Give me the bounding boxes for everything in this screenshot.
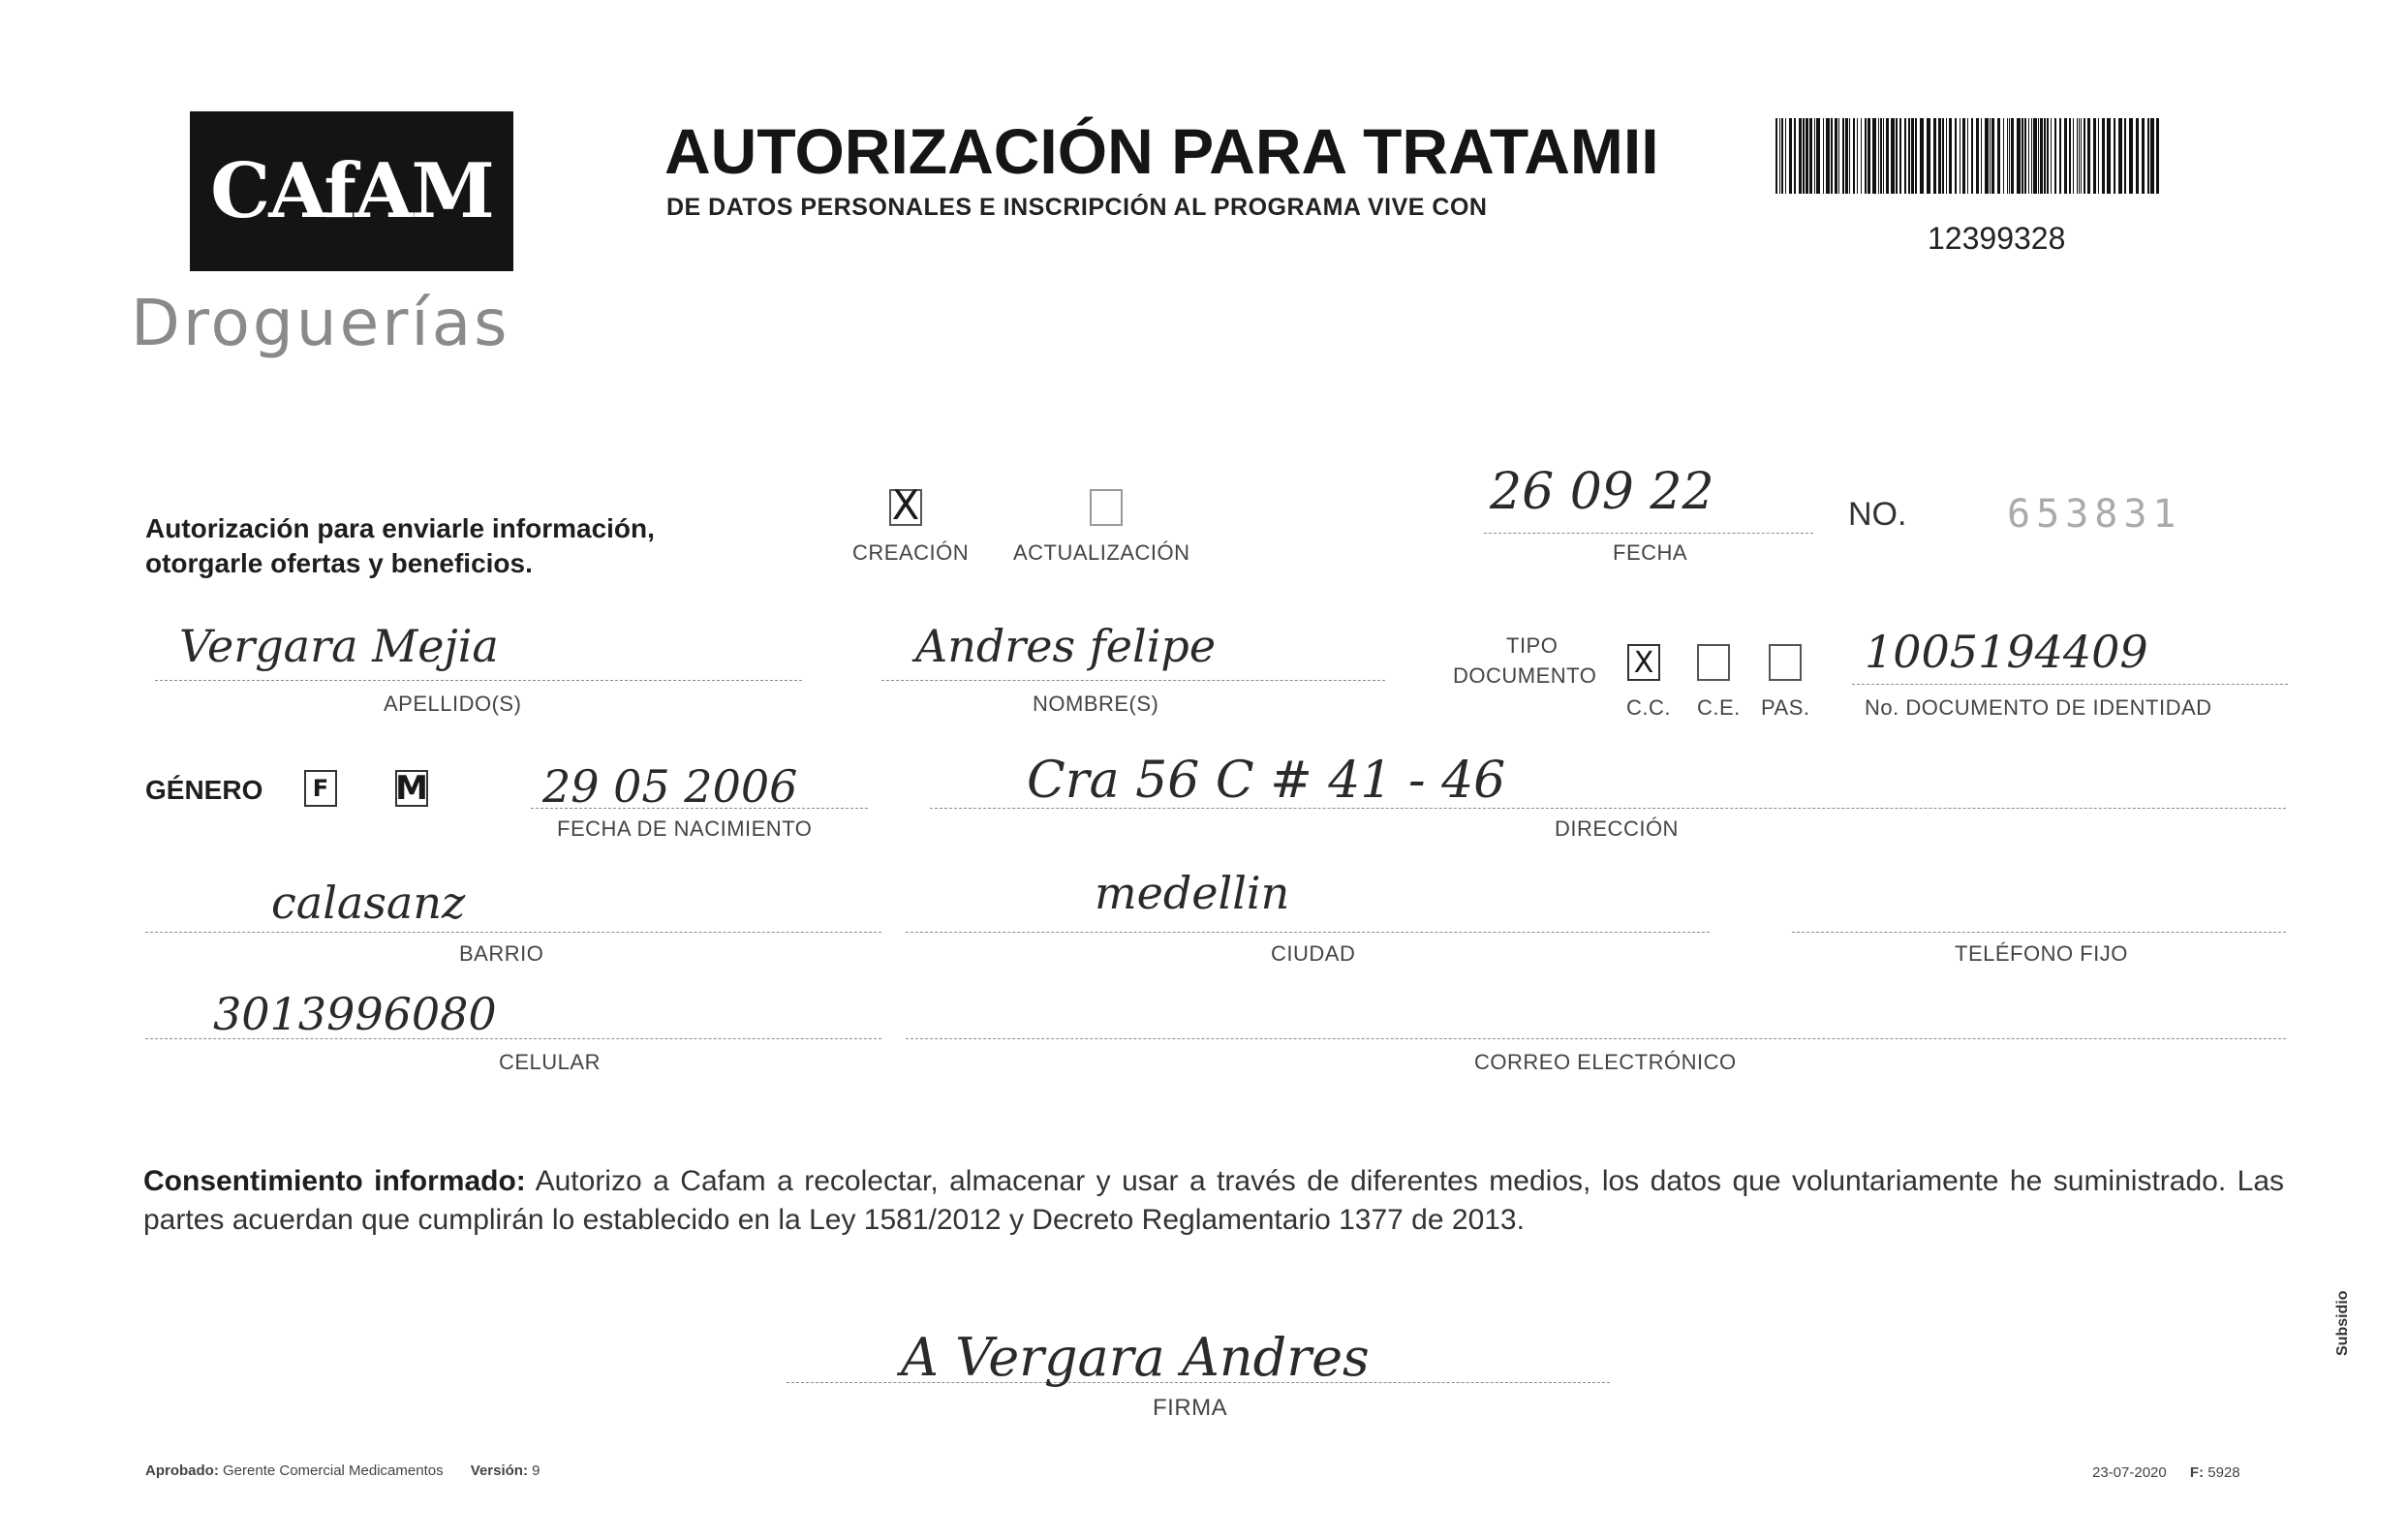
footer-date: 23-07-2020: [2092, 1464, 2167, 1481]
barrio-label: BARRIO: [459, 941, 544, 966]
fecha-label: FECHA: [1613, 540, 1688, 565]
correo-label: CORREO ELECTRÓNICO: [1474, 1050, 1737, 1074]
form-title: AUTORIZACIÓN PARA TRATAMII: [664, 115, 1659, 187]
f-value: 5928: [2207, 1464, 2240, 1481]
cafam-logo: [190, 111, 513, 271]
consent-paragraph: [143, 1162, 2284, 1240]
barcode-number: 12399328: [1928, 221, 2066, 256]
consent-lead: Consentimiento informado:: [143, 1165, 526, 1197]
nombres-label: NOMBRE(S): [1033, 692, 1159, 716]
authorization-text-line1: Autorización para enviarle información,: [145, 513, 655, 543]
authorization-text: [145, 511, 655, 581]
cc-mark: X: [1633, 645, 1654, 680]
ce-checkbox[interactable]: [1697, 644, 1730, 681]
signature-label: FIRMA: [1153, 1395, 1228, 1421]
creacion-checkbox[interactable]: [889, 480, 922, 529]
cc-label: C.C.: [1626, 695, 1671, 720]
logo-subtitle: Droguerías: [131, 286, 510, 360]
nombres-value: Andres felipe: [915, 620, 1217, 672]
direccion-label: DIRECCIÓN: [1555, 816, 1679, 841]
creacion-mark: X: [891, 480, 920, 529]
authorization-text-line2: otorgarle ofertas y beneficios.: [145, 548, 533, 578]
ce-label: C.E.: [1697, 695, 1741, 720]
pas-label: PAS.: [1761, 695, 1810, 720]
direccion-value: Cra 56 C # 41 - 46: [1027, 752, 1506, 810]
cc-checkbox[interactable]: [1627, 644, 1660, 681]
tipo-documento-label-1: TIPO: [1506, 633, 1559, 658]
ciudad-value: medellin: [1095, 867, 1290, 919]
no-label: NO.: [1848, 496, 1907, 533]
logo-text: CAfAM: [210, 147, 493, 235]
pas-checkbox[interactable]: [1769, 644, 1802, 681]
aprobado-label: Aprobado:: [145, 1462, 219, 1479]
nacimiento-label: FECHA DE NACIMIENTO: [557, 816, 813, 841]
documento-label: No. DOCUMENTO DE IDENTIDAD: [1865, 695, 2212, 720]
tipo-documento-label-2: DOCUMENTO: [1453, 663, 1597, 688]
celular-value: 3013996080: [213, 988, 497, 1040]
ciudad-label: CIUDAD: [1271, 941, 1356, 966]
footer-right: [2092, 1464, 2240, 1481]
barcode: [1775, 118, 2163, 194]
genero-label: GÉNERO: [145, 775, 263, 805]
fecha-value: 26 09 22: [1490, 463, 1714, 521]
celular-label: CELULAR: [499, 1050, 601, 1074]
actualizacion-checkbox[interactable]: [1090, 489, 1123, 526]
side-text: Subsidio: [2334, 1290, 2351, 1356]
f-label: F:: [2189, 1464, 2205, 1481]
genero-m-checkbox[interactable]: [395, 770, 428, 807]
apellidos-label: APELLIDO(S): [384, 692, 522, 716]
aprobado-value: Gerente Comercial Medicamentos: [223, 1462, 444, 1479]
telefono-label: TELÉFONO FIJO: [1955, 941, 2128, 966]
genero-m-mark: M: [395, 769, 428, 808]
version-label: Versión:: [470, 1462, 528, 1479]
barrio-value: calasanz: [271, 877, 466, 929]
documento-value: 1005194409: [1865, 626, 2148, 678]
form-number: 653831: [2007, 492, 2182, 537]
creacion-label: CREACIÓN: [852, 540, 970, 565]
actualizacion-label: ACTUALIZACIÓN: [1013, 540, 1190, 565]
version-value: 9: [532, 1462, 540, 1479]
nacimiento-value: 29 05 2006: [542, 760, 798, 813]
form-subtitle: DE DATOS PERSONALES E INSCRIPCIÓN AL PROGRAMA VIVE CON: [666, 194, 1488, 221]
apellidos-value: Vergara Mejia: [179, 620, 499, 672]
footer-left: [145, 1462, 540, 1479]
genero-f-label: F: [312, 775, 329, 802]
signature-value: A Vergara Andres: [901, 1327, 1370, 1388]
consent-text: Autorizo a Cafam a recolectar, almacenar y usar a través de diferentes medios, los datos que voluntariamente he suministrado. Las partes acuerdan que cumplirán lo establecido en la Ley 1581/2012 y Decreto Reglamentario 1377 de 2013.: [143, 1165, 2284, 1236]
genero-f-checkbox[interactable]: [304, 770, 337, 807]
